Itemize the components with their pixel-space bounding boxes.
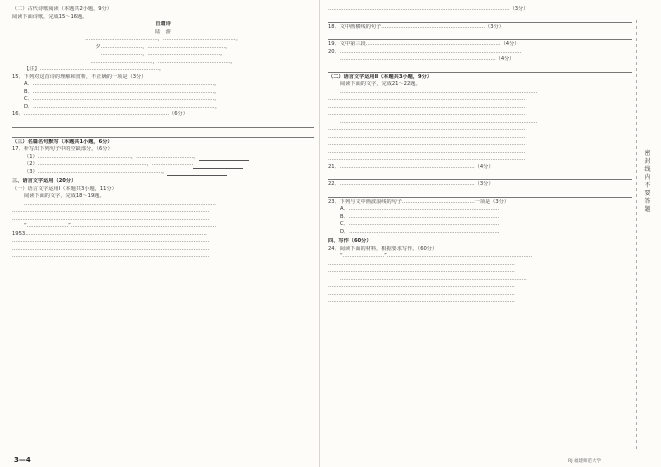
page-fold <box>319 0 320 467</box>
passage-line: 1953…………………………………………………………………………………………… <box>12 230 207 237</box>
blank-field[interactable] <box>167 170 227 176</box>
option-d: D．…………………………………………………………………………… <box>340 228 500 235</box>
essay-line: ……………………………………………………………………………………………… <box>328 283 515 289</box>
page-number: 3—4 <box>14 456 31 464</box>
section-heading: （一）语言文字运用Ⅰ（本题共3小题，11分） <box>12 185 117 192</box>
essay-line: ……………………………………………………………………………………………… <box>328 290 515 297</box>
reading-intro: 阅读下面的文字，完成18～19题。 <box>24 193 105 199</box>
option-d: D．……………………………………………………………………………………………。 <box>24 103 220 110</box>
seal-line <box>636 20 637 450</box>
option-b: B．…………………………………………………………………………… <box>340 213 500 220</box>
poem-line: ………………………………，……………………………………。 <box>90 58 236 65</box>
fill-blank-item: （3）………………………………………………………………。 <box>12 169 314 177</box>
section-note: （二）古代诗歌阅读（本题共2小题，9分） <box>12 6 112 12</box>
poem-title: 自遣诗 <box>155 21 171 27</box>
option-a: A．…………………………………………………………………………… <box>340 206 500 212</box>
question-17: 17．补写出下列句子中的空缺部分。（6分） <box>12 146 113 152</box>
question-19: 19．文中第三段……………………………………………………………………（4分） <box>328 41 520 47</box>
essay-line: ……………………………………………………………………………………………… <box>328 298 515 304</box>
publisher-label: RJ 福建师范大学 <box>568 459 601 464</box>
section-heading: （二）语言文字运用Ⅱ（本题共3小题，9分） <box>328 73 433 80</box>
question-24: 24．阅读下面的材料，根据要求写作。（60分） <box>328 245 438 252</box>
question-15: 15．下列对这首诗的理解和赏析，不正确的一项是（3分） <box>12 73 147 80</box>
poem-line: ……………………，……………………………………。 <box>100 51 226 57</box>
essay-line: ……………………………………………………………………………………………… <box>328 260 515 267</box>
reading-intro: 阅读下面的文字，完成21～22题。 <box>340 81 421 87</box>
essay-line: ……………………………………………………………………………………………… <box>328 268 515 274</box>
option-b: B．……………………………………………………………………………………………。 <box>24 88 220 95</box>
part-heading: 三、语言文字运用（20分） <box>12 178 77 184</box>
fill-blank-item: （2）………………………………………………………，…………………… <box>12 161 314 169</box>
question-20: 20．…………………………………………………………………………………………… <box>328 48 522 55</box>
question-16: 16．…………………………………………………………………………（6分） <box>12 111 188 117</box>
answer-line[interactable] <box>328 31 632 40</box>
poem-author: 陆 游 <box>155 28 171 35</box>
passage-line: ………………………………………………………………………………………………… <box>24 200 216 207</box>
passage-line: …………………………………………………………………………………………………… <box>328 133 526 140</box>
answer-line[interactable] <box>328 189 632 198</box>
answer-line[interactable] <box>328 64 632 73</box>
poem-line: 夕……………………，………………………………………。 <box>95 43 231 50</box>
seal-line-text: 密 封 线 内 不 要 答 题 <box>644 150 651 213</box>
passage-line: …………………………………………………………………………………………………… <box>328 103 526 110</box>
passage-line: …………………………………………………………………………………………………… <box>328 148 526 155</box>
passage-line: …………………………………………………………………………………………………… <box>328 141 526 147</box>
question-18: 18．文中画横线的句子……………………………………………………（3分） <box>328 23 504 30</box>
option-c: C．…………………………………………………………………………… <box>340 221 500 227</box>
question-line: ……………………………………………………………………………………………（3分） <box>328 6 529 12</box>
answer-line[interactable] <box>12 119 314 128</box>
passage-line: …………………………………………………………………………………………………… <box>12 253 210 259</box>
option-a: A．……………………………………………………………………………………………。 <box>24 81 220 87</box>
poem-line: ……………………………………，……………………………………。 <box>85 36 241 42</box>
passage-line: …………………………………………………………………………………………………… <box>328 126 526 132</box>
question-22: 22．……………………………………………………………………（3分） <box>328 181 494 187</box>
passage-line: …………………………………………………………………………………………………… <box>340 118 538 125</box>
option-c: C．……………………………………………………………………………………………。 <box>24 96 220 102</box>
question-23: 23．下列与文中画波浪线的句子……………………………………一项是（3分） <box>328 198 510 205</box>
passage-line: …………………………………………………………………………………………………… <box>12 208 210 214</box>
answer-line[interactable] <box>328 14 632 23</box>
passage-line: …………………………………………………………………………………………………… <box>328 156 526 162</box>
answer-line[interactable] <box>328 171 632 180</box>
question-21: 21．……………………………………………………………………（4分） <box>328 163 494 170</box>
answer-line[interactable] <box>12 129 314 138</box>
passage-line: …………………………………………………………………………………………………… <box>12 245 210 252</box>
reading-intro: 阅读下面诗歌，完成15～16题。 <box>12 13 88 20</box>
essay-line: “……………………”………………………………………………………………………… <box>340 253 533 259</box>
blank-field[interactable] <box>193 163 243 169</box>
passage-line: …………………………………………………………………………………………………… <box>340 88 538 95</box>
passage-line: “……………………”………………………………………………………………………… <box>24 223 217 229</box>
passage-line: …………………………………………………………………………………………………… <box>328 96 526 102</box>
right-column <box>328 6 632 306</box>
essay-line: ……………………………………………………………………………………………… <box>340 275 527 282</box>
fill-blank-item: （1）………………………………………………，……………………………。 <box>12 154 314 162</box>
passage-line: …………………………………………………………………………………………………… <box>12 238 210 244</box>
section-heading: （三）名篇名句默写（本题共1小题，6分） <box>12 138 113 145</box>
left-column <box>12 6 314 261</box>
part-heading: 四、写作（60分） <box>328 238 372 244</box>
passage-line: …………………………………………………………………………………………………… <box>12 215 210 222</box>
question-20-cont: ………………………………………………………………………………（4分） <box>340 56 515 62</box>
poem-note: 【注】……………………………………………………………。 <box>24 66 165 72</box>
passage-line: …………………………………………………………………………………………………… <box>328 111 526 117</box>
